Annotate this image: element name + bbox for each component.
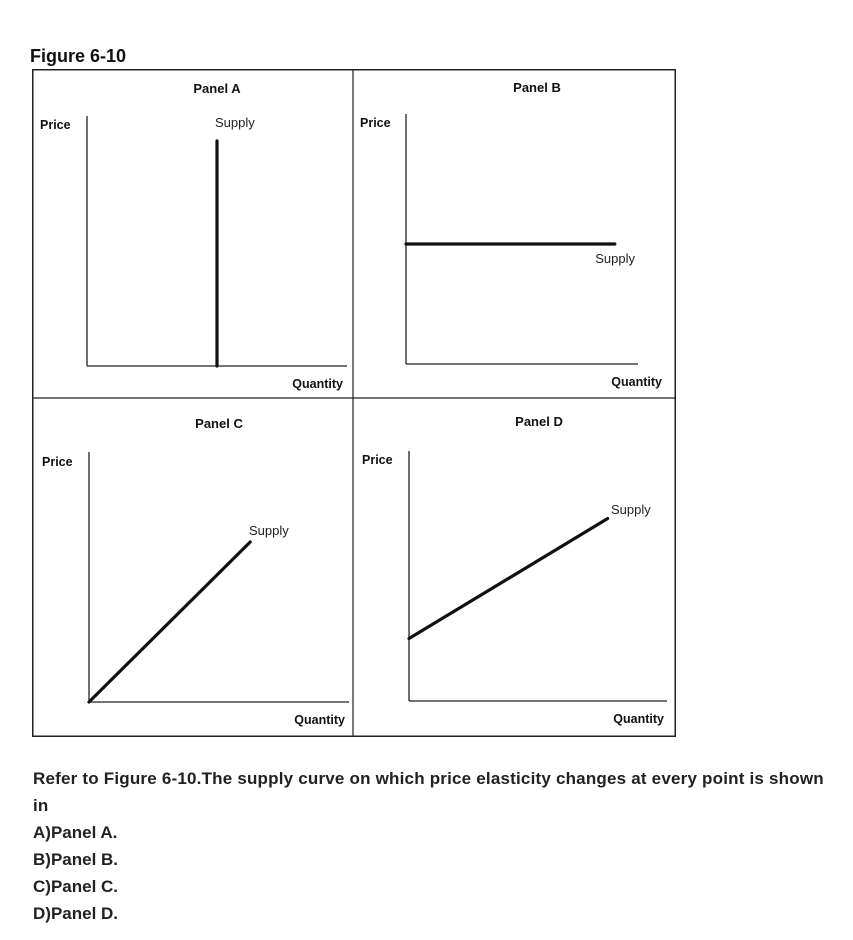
- panel-b-supply-label: Supply: [595, 251, 635, 266]
- panel-d: [362, 414, 667, 726]
- panel-b-title: Panel B: [513, 80, 561, 95]
- option-a[interactable]: A)Panel A.: [33, 823, 118, 842]
- panel-a-title: Panel A: [193, 81, 241, 96]
- option-b[interactable]: B)Panel B.: [33, 850, 119, 869]
- question-text: Refer to Figure 6-10.The supply curve on which price elasticity changes at every point is shown in: [33, 769, 824, 815]
- panel-a-ylabel: Price: [40, 118, 71, 132]
- panel-b-ylabel: Price: [360, 116, 391, 130]
- panel-c-title: Panel C: [195, 416, 243, 431]
- figure-svg: [32, 69, 676, 737]
- panel-d-supply-curve: [409, 519, 608, 639]
- figure-frame: [33, 70, 676, 737]
- panel-b-xlabel: Quantity: [611, 375, 662, 389]
- panel-b: [360, 80, 662, 389]
- panel-a-xlabel: Quantity: [292, 377, 343, 391]
- panel-c-supply-label: Supply: [249, 523, 289, 538]
- question-block: [33, 765, 833, 927]
- figure-title: Figure 6-10: [30, 46, 127, 66]
- panel-c-xlabel: Quantity: [294, 713, 345, 727]
- panel-d-xlabel: Quantity: [613, 712, 664, 726]
- option-c[interactable]: C)Panel C.: [33, 877, 119, 896]
- option-d[interactable]: D)Panel D.: [33, 904, 119, 923]
- panel-d-title: Panel D: [515, 414, 563, 429]
- panel-d-supply-label: Supply: [611, 502, 651, 517]
- panel-c-supply-curve: [89, 542, 250, 702]
- panel-c: [42, 416, 349, 727]
- figure-grid: [32, 69, 676, 737]
- panel-a: [40, 81, 347, 391]
- panel-a-supply-label: Supply: [215, 115, 255, 130]
- panel-d-ylabel: Price: [362, 453, 393, 467]
- panel-c-ylabel: Price: [42, 455, 73, 469]
